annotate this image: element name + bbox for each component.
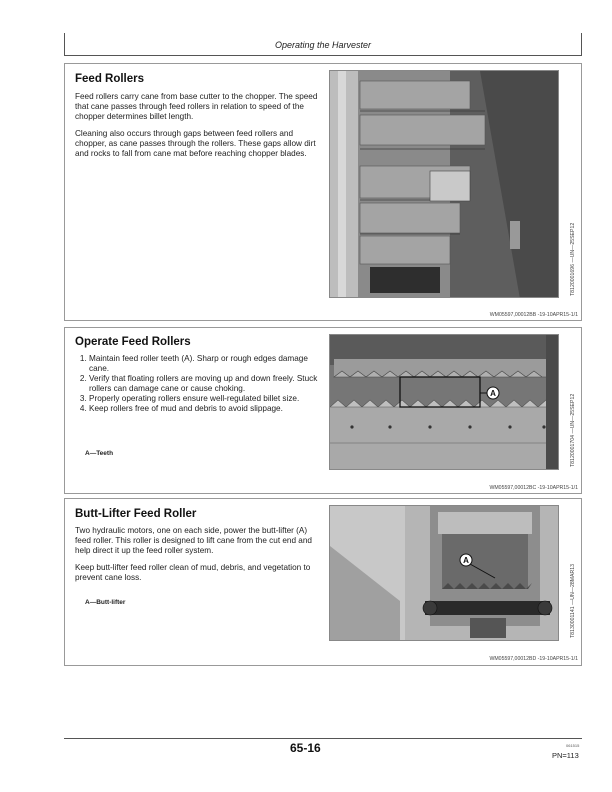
callout-label-a: A [463, 556, 469, 565]
butt-lifter-photo [329, 505, 559, 641]
image-reference-code: T8120001696 —UN—25SEP12 [570, 222, 576, 296]
image-reference-code: T8130001141 —UN—28MAR13 [570, 563, 576, 638]
instruction-list [75, 354, 321, 414]
list-item: 1. Maintain feed roller teeth (A). Sharp or rough edges damage cane. [89, 354, 321, 374]
footer-rule [64, 738, 582, 739]
section-title: Operate Feed Rollers [75, 336, 191, 348]
section-title: Butt-Lifter Feed Roller [75, 508, 197, 520]
callout-label-a: A [490, 389, 496, 398]
section-footnote: WM05597,00012BD -19-10APR15-1/1 [489, 656, 578, 662]
list-item: 3. Properly operating rollers ensure well-regulated billet size. [89, 394, 321, 404]
section-footnote: WM05597,00012BC -19-10APR15-1/1 [489, 485, 578, 491]
callout-butt-lifter: A—Butt-lifter [85, 599, 126, 606]
paragraph: Cleaning also occurs through gaps between feed rollers and chopper, as cane passes through the rollers. These gaps allow dirt and rocks to fall from cane mat before reaching chopper blades. [75, 129, 316, 158]
feed-rollers-photo [329, 70, 559, 298]
paragraph: Keep butt-lifter feed roller clean of mud, debris, and vegetation to prevent cane loss. [75, 563, 311, 582]
section-body [75, 354, 321, 414]
paragraph: Two hydraulic motors, one on each side, power the butt-lifter (A) feed roller. This roller is designed to lift cane from the cut end and help direct it up the feed roller system. [75, 526, 312, 555]
section-body [75, 92, 321, 166]
paragraph: Feed rollers carry cane from base cutter to the chopper. The speed that cane passes through feed rollers in relation to speed of the chopper determines billet length. [75, 92, 318, 121]
page-number: 65-16 [290, 741, 321, 755]
section-body [75, 526, 321, 590]
feed-roller-teeth-photo [329, 334, 559, 470]
list-item: 4. Keep rollers free of mud and debris to avoid slippage. [89, 404, 321, 414]
callout-teeth: A—Teeth [85, 450, 114, 457]
header-rule [64, 55, 582, 56]
page-header-title: Operating the Harvester [274, 40, 372, 50]
section-feed-rollers [64, 63, 582, 321]
pn-number: PN=113 [552, 751, 579, 760]
image-reference-code: T8120001704 —UN—25SEP12 [570, 393, 576, 467]
footer-date-code: 061515 [566, 743, 580, 748]
section-butt-lifter-feed-roller [64, 498, 582, 666]
section-title: Feed Rollers [75, 73, 145, 85]
list-item: 2. Verify that floating rollers are moving up and down freely. Stuck rollers can damage cane or cause choking. [89, 374, 321, 394]
section-operate-feed-rollers [64, 327, 582, 494]
section-footnote: WM05597,00012BB -19-10APR15-1/1 [489, 312, 578, 318]
